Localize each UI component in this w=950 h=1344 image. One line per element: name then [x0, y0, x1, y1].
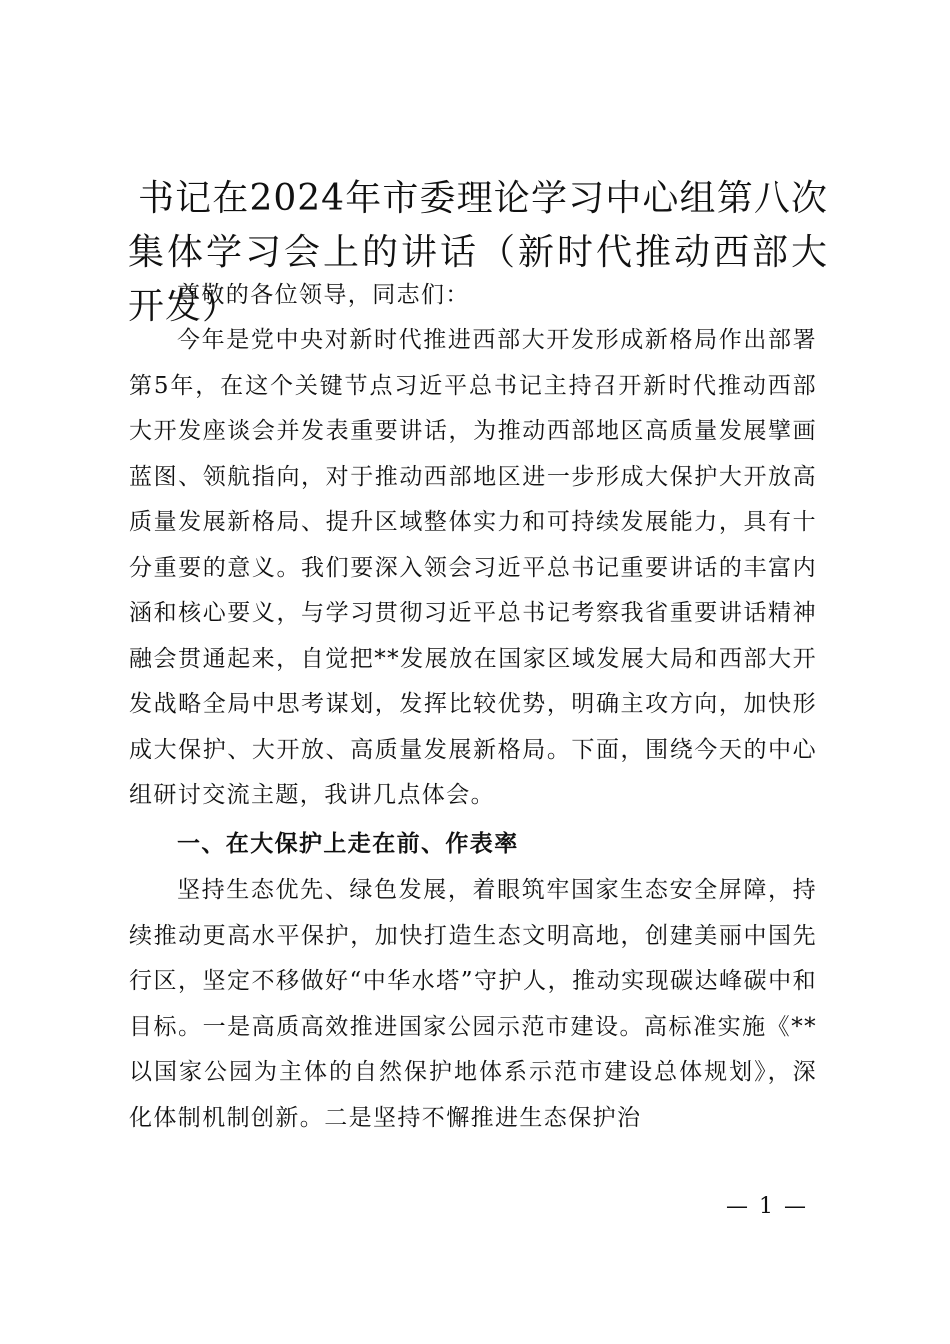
- section-heading-1: 一、在大保护上走在前、作表率: [177, 831, 519, 857]
- document-title: 书记在2024年市委理论学习中心组第八次集体学习会上的讲话（新时代推动西部大开发）: [128, 178, 828, 327]
- salutation: [129, 273, 817, 319]
- salutation-text: 尊敬的各位领导，同志们：: [177, 282, 470, 308]
- paragraph-intro: [129, 318, 817, 819]
- paragraph-section-1: [129, 868, 817, 1141]
- paragraph-section-1-text: 坚持生态优先、绿色发展，着眼筑牢国家生态安全屏障，持续推动更高水平保护，加快打造生态文明高地，创建美丽中国先行区，坚定不移做好“中华水塔”守护人，推动实现碳达峰碳中和目标。一是高质高效推进国家公园示范市建设。高标准实施《**以国家公园为主体的自然保护地体系示范市建设总体规划》，深化体制机制创新。二是坚持不懈推进生态保护治: [129, 877, 817, 1131]
- page-number: — 1 —: [726, 1194, 808, 1219]
- paragraph-intro-text: 今年是党中央对新时代推进西部大开发形成新格局作出部署第5年，在这个关键节点习近平总书记主持召开新时代推动西部大开发座谈会并发表重要讲话，为推动西部地区高质量发展擘画蓝图、领航指向，对于推动西部地区进一步形成大保护大开放高质量发展新格局、提升区域整体实力和可持续发展能力，具有十分重要的意义。我们要深入领会习近平总书记重要讲话的丰富内涵和核心要义，与学习贯彻习近平总书记考察我省重要讲话精神融会贯通起来，自觉把**发展放在国家区域发展大局和西部大开发战略全局中思考谋划，发挥比较优势，明确主攻方向，加快形成大保护、大开放、高质量发展新格局。下面，围绕今天的中心组研讨交流主题，我讲几点体会。: [129, 327, 817, 808]
